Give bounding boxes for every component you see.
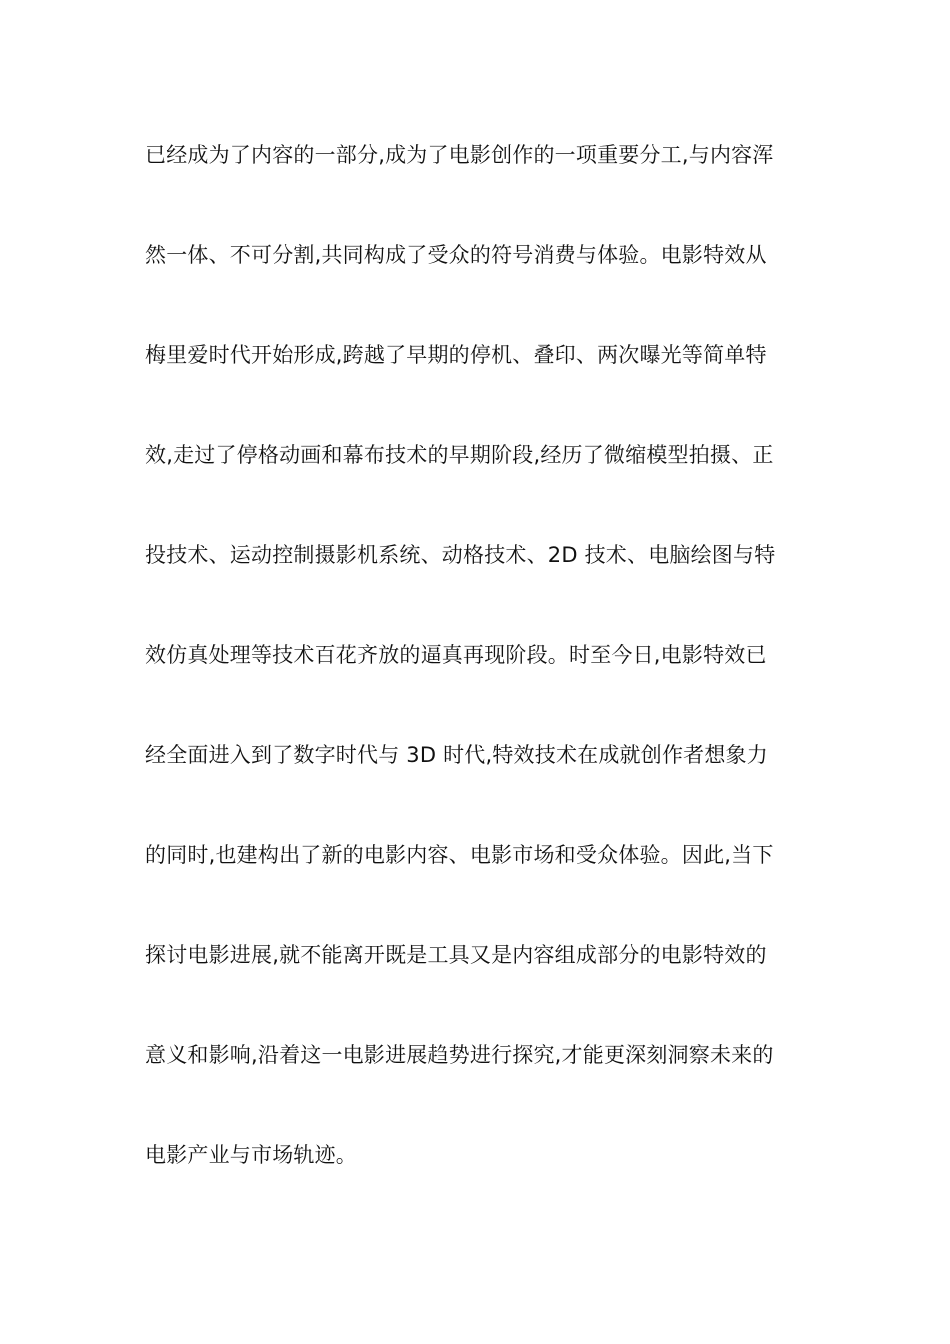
text-line: 已经成为了内容的一部分,成为了电影创作的一项重要分工,与内容浑 xyxy=(145,143,774,167)
text-line: 的同时,也建构出了新的电影内容、电影市场和受众体验。因此,当下 xyxy=(145,843,774,867)
text-line: 然一体、不可分割,共同构成了受众的符号消费与体验。电影特效从 xyxy=(145,243,767,267)
body-paragraph xyxy=(145,132,815,1232)
text-line: 探讨电影进展,就不能离开既是工具又是内容组成部分的电影特效的 xyxy=(145,943,767,967)
text-line: 效仿真处理等技术百花齐放的逼真再现阶段。时至今日,电影特效已 xyxy=(145,643,767,667)
text-line: 效,走过了停格动画和幕布技术的早期阶段,经历了微缩模型拍摄、正 xyxy=(145,443,774,467)
text-line: 意义和影响,沿着这一电影进展趋势进行探究,才能更深刻洞察未来的 xyxy=(145,1043,774,1067)
text-line: 梅里爱时代开始形成,跨越了早期的停机、叠印、两次曝光等简单特 xyxy=(145,343,767,367)
text-line: 经全面进入到了数字时代与 3D 时代,特效技术在成就创作者想象力 xyxy=(145,743,768,767)
text-line: 投技术、运动控制摄影机系统、动格技术、2D 技术、电脑绘图与特 xyxy=(145,543,776,567)
text-line: 电影产业与市场轨迹。 xyxy=(145,1143,357,1167)
